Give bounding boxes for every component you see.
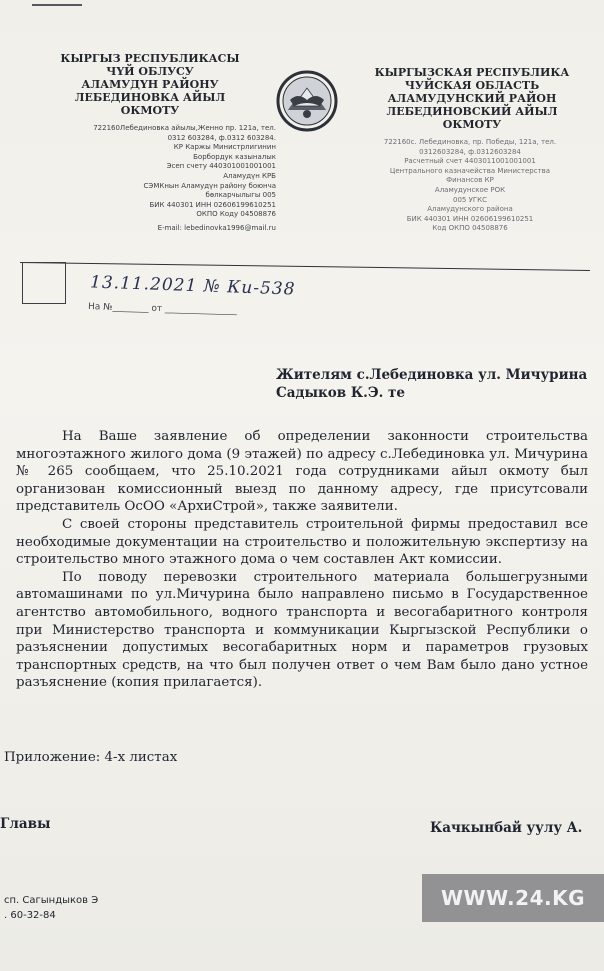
- signature-title: Главы: [0, 816, 51, 832]
- header-right-line1: КЫРГЫЗСКАЯ РЕСПУБЛИКА: [374, 66, 570, 79]
- header-left-line1: КЫРГЫЗ РЕСПУБЛИКАСЫ: [60, 52, 240, 65]
- stamp-box: [22, 262, 66, 304]
- header-right-line3: АЛАМУДУНСКИЙ РАЙОН: [387, 92, 557, 105]
- requisites-right: [370, 138, 570, 234]
- requisite-line: 722160с. Лебединовка, пр. Победы, 121а, тел.: [383, 138, 557, 146]
- requisite-line: БИК 440301 ИНН 02606199610251: [149, 200, 276, 209]
- signature-name: Качкынбай уулу А.: [430, 820, 583, 836]
- header-divider: [20, 262, 590, 271]
- kyrgyz-emblem-icon: [276, 70, 338, 132]
- header-right: [362, 66, 582, 131]
- paragraph-2: С своей стороны представитель строительной фирмы предоставил все необходимые документации на строительство и положительную экспертизу на строительство много этажного дома о чем составлен Акт комиссии.: [16, 516, 588, 568]
- executor-block: [4, 893, 98, 923]
- requisite-line: 0312603284, ф.0312603284: [419, 147, 521, 156]
- requisites-left: [36, 124, 276, 234]
- requisite-line: 005 УГКС: [453, 195, 487, 204]
- addressee-line2: Садыков К.Э. те: [276, 385, 405, 401]
- addressee-line1: Жителям с.Лебединовка ул. Мичурина: [276, 367, 588, 383]
- requisite-line: Расчетный счет 4403011001001001: [404, 157, 536, 166]
- header-left-line2: ЧҮЙ ОБЛУСУ: [106, 65, 194, 78]
- header-left-line3: АЛАМУДҮН РАЙОНУ: [81, 78, 219, 91]
- requisite-line: Борбордук казыналык: [193, 152, 276, 161]
- site-watermark: WWW.24.KG: [422, 874, 604, 922]
- requisite-line: Аламудунского района: [427, 205, 513, 214]
- outgoing-number-handwritten: 13.11.2021 № Ки-538: [89, 272, 296, 300]
- header-right-line4: ЛЕБЕДИНОВСКИЙ АЙЫЛ ОКМОТУ: [386, 105, 558, 131]
- requisite-line: бөлкарчылыгы 005: [205, 191, 276, 200]
- incoming-reference-line: На №________ от ________________: [87, 302, 238, 316]
- header-left: [44, 52, 256, 117]
- requisite-line: Финансов КР: [446, 176, 494, 185]
- top-mark: [32, 4, 82, 6]
- paragraph-1: На Ваше заявление об определении законности строительства многоэтажного жилого дома (9 этажей) по адресу с.Лебединовка ул. Мичурина № 265 сообщаем, что 25.10.2021 года сотрудниками айыл окмоту был организован комиссионный выезд по данному адресу, где присутсовали представитель ОсОО «АрхиСтрой», также заявители.: [16, 429, 588, 515]
- requisite-line: КР Каржы Министрлигинин: [173, 143, 276, 152]
- executor-name: сп. Сагындыков Э: [4, 895, 99, 906]
- email-line: E-mail: lebedinovka1996@mail.ru: [157, 223, 276, 232]
- requisite-line: Центрального казначейства Министерства: [389, 166, 551, 175]
- requisite-line: Эсеп счету 440301001001001: [166, 162, 276, 171]
- requisite-line: 722160Лебединовка айылы,Женно пр. 121а, тел.: [93, 124, 276, 132]
- executor-phone: . 60-32-84: [4, 910, 56, 921]
- requisite-line: Аламудүн КРБ: [223, 171, 276, 180]
- paragraph-3: По поводу перевозки строительного материала большегрузными автомашинами по ул.Мичурина было направлено письмо в Государственное агентство автомобильного, водного транспорта и весогабаритного контроля при Министерство транспорта и коммуникации Кыргызской Республики о разъяснении допустимых весогабаритных норм и параметров грузовых транспортных средств, на что был получен ответ о чем Вам было дано устное разъяснение (копия прилагается).: [16, 569, 588, 691]
- requisite-line: Аламудунское РОК: [434, 185, 506, 194]
- requisite-line: БИК 440301 ИНН 02606199610251: [406, 214, 534, 223]
- addressee-block: [276, 366, 596, 402]
- header-right-line2: ЧУЙСКАЯ ОБЛАСТЬ: [404, 79, 540, 92]
- requisite-line: СЭМКнын Аламудүн району боюнча: [143, 181, 276, 190]
- header-left-line4: ЛЕБЕДИНОВКА АЙЫЛ ОКМОТУ: [74, 91, 226, 117]
- letter-body: [16, 428, 588, 692]
- attachment-note: Приложение: 4-х листах: [4, 750, 178, 765]
- requisite-line: 0312 603284, ф.0312 603284.: [167, 133, 276, 142]
- requisite-line: ОКПО Коду 04508876: [196, 210, 276, 219]
- requisite-line: Код ОКПО 04508876: [432, 224, 508, 233]
